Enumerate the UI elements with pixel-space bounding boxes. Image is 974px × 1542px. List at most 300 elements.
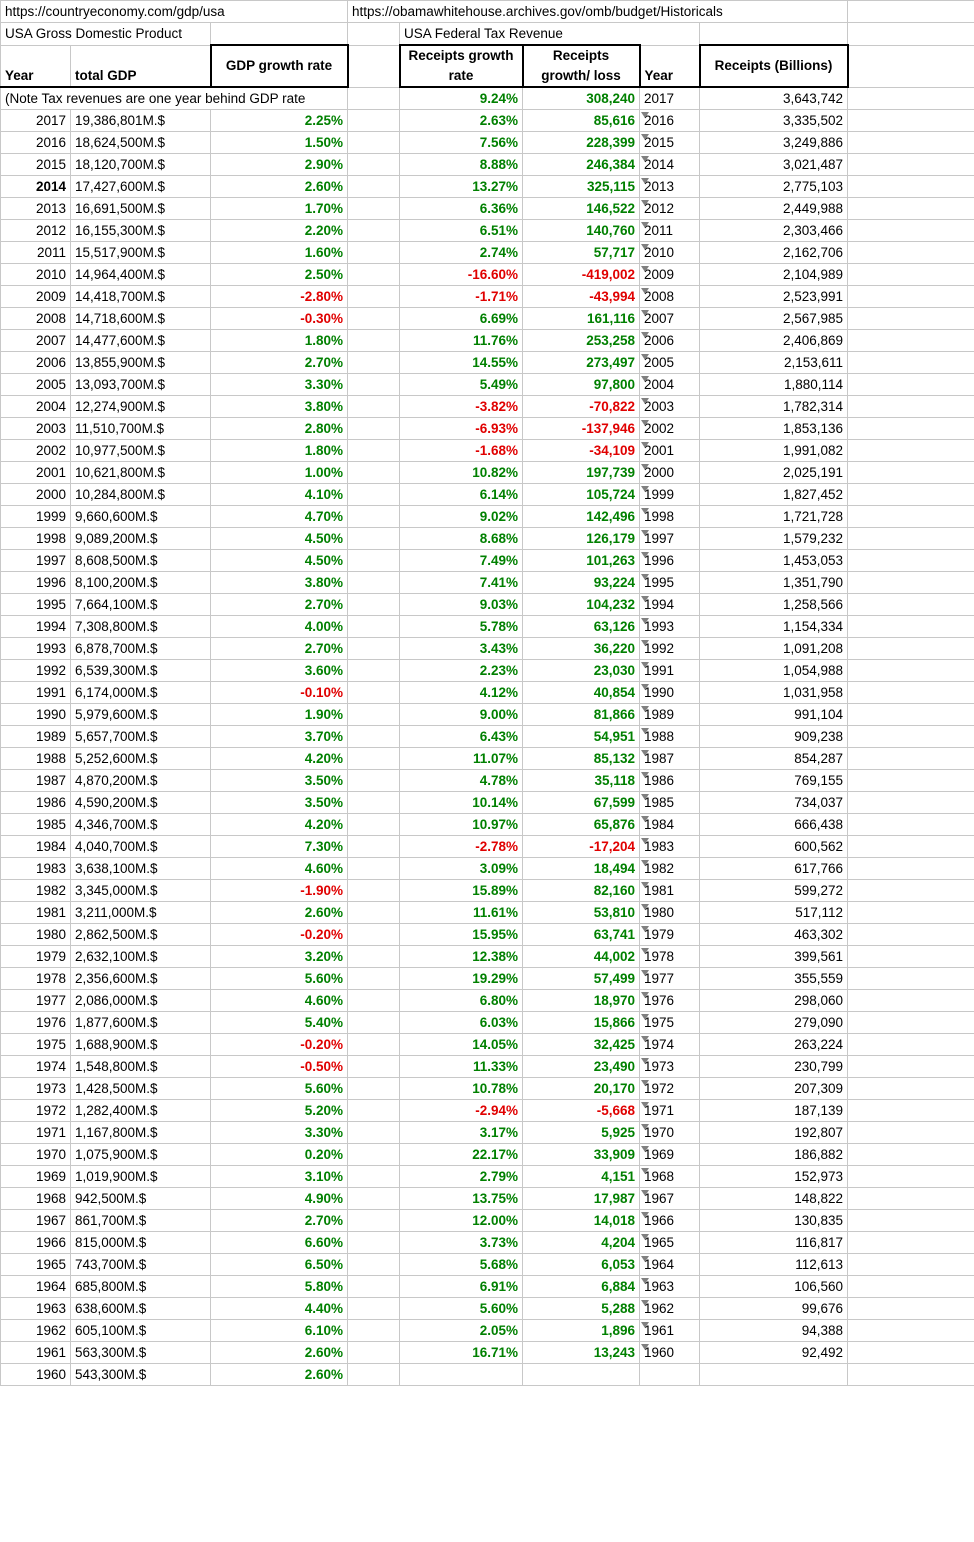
empty-cell — [211, 23, 348, 46]
table-row — [1, 1166, 974, 1188]
receipts-cell: 3,249,886 — [700, 132, 848, 154]
spacer-column — [348, 682, 400, 704]
gdp-growth-rate-cell: 2.60% — [211, 902, 348, 924]
receipts-cell: 1,351,790 — [700, 572, 848, 594]
empty-cell — [848, 110, 974, 132]
total-gdp-cell: 19,386,801M.$ — [71, 110, 211, 132]
table-row — [1, 1364, 974, 1386]
table-row — [1, 858, 974, 880]
spacer-column — [348, 418, 400, 440]
receipts-growth-rate-cell: 9.24% — [400, 87, 523, 110]
receipts-growth-rate-cell: 6.03% — [400, 1012, 523, 1034]
total-gdp-cell: 9,089,200M.$ — [71, 528, 211, 550]
receipts-growth-loss-cell: 65,876 — [523, 814, 640, 836]
receipts-cell: 106,560 — [700, 1276, 848, 1298]
gdp-year-cell: 2005 — [1, 374, 71, 396]
receipts-growth-rate-cell: -16.60% — [400, 264, 523, 286]
receipts-cell: 399,561 — [700, 946, 848, 968]
gdp-growth-rate-cell: 4.20% — [211, 748, 348, 770]
empty-cell — [848, 1, 974, 23]
total-gdp-cell: 14,477,600M.$ — [71, 330, 211, 352]
receipts-cell: 666,438 — [700, 814, 848, 836]
receipts-growth-rate-cell: 6.51% — [400, 220, 523, 242]
table-row — [1, 440, 974, 462]
gdp-year-cell: 1985 — [1, 814, 71, 836]
tax-year-cell: 1990 — [640, 682, 700, 704]
tax-year-cell: 1977 — [640, 968, 700, 990]
spacer-column — [348, 1276, 400, 1298]
empty-cell — [348, 23, 400, 46]
total-gdp-cell: 15,517,900M.$ — [71, 242, 211, 264]
empty-cell — [848, 1034, 974, 1056]
gdp-year-cell: 2013 — [1, 198, 71, 220]
empty-cell — [848, 352, 974, 374]
table-row — [1, 594, 974, 616]
empty-cell — [848, 770, 974, 792]
receipts-growth-loss-cell: 4,151 — [523, 1166, 640, 1188]
total-gdp-cell: 1,282,400M.$ — [71, 1100, 211, 1122]
gdp-year-cell: 1975 — [1, 1034, 71, 1056]
receipts-growth-rate-cell: -1.68% — [400, 440, 523, 462]
empty-cell — [848, 198, 974, 220]
tax-year-cell: 2010 — [640, 242, 700, 264]
gdp-year-cell: 1965 — [1, 1254, 71, 1276]
total-gdp-cell: 2,086,000M.$ — [71, 990, 211, 1012]
receipts-cell: 130,835 — [700, 1210, 848, 1232]
empty-cell — [848, 638, 974, 660]
gdp-growth-rate-cell: 2.25% — [211, 110, 348, 132]
gdp-growth-rate-cell: -0.20% — [211, 924, 348, 946]
total-gdp-cell: 2,632,100M.$ — [71, 946, 211, 968]
gdp-year-cell: 1963 — [1, 1298, 71, 1320]
tax-year-cell: 1979 — [640, 924, 700, 946]
receipts-cell: 1,054,988 — [700, 660, 848, 682]
receipts-growth-rate-cell: 4.78% — [400, 770, 523, 792]
gdp-year-cell: 1989 — [1, 726, 71, 748]
tax-year-cell: 1962 — [640, 1298, 700, 1320]
receipts-cell: 355,559 — [700, 968, 848, 990]
receipts-growth-rate-cell: 13.75% — [400, 1188, 523, 1210]
empty-cell — [848, 1254, 974, 1276]
empty-cell — [848, 682, 974, 704]
table-row — [1, 572, 974, 594]
tax-year-cell: 1983 — [640, 836, 700, 858]
receipts-cell: 1,991,082 — [700, 440, 848, 462]
tax-year-cell: 1976 — [640, 990, 700, 1012]
receipts-growth-loss-cell: 93,224 — [523, 572, 640, 594]
empty-cell — [848, 594, 974, 616]
receipts-growth-loss-cell: 17,987 — [523, 1188, 640, 1210]
gdp-growth-rate-cell: 2.80% — [211, 418, 348, 440]
header-year: Year — [1, 45, 71, 87]
table-row — [1, 1342, 974, 1364]
empty-cell — [848, 1056, 974, 1078]
tax-year-cell: 1971 — [640, 1100, 700, 1122]
total-gdp-cell: 18,624,500M.$ — [71, 132, 211, 154]
receipts-growth-loss-cell: 82,160 — [523, 880, 640, 902]
receipts-growth-rate-cell: 7.49% — [400, 550, 523, 572]
receipts-growth-loss-cell: -34,109 — [523, 440, 640, 462]
table-row — [1, 352, 974, 374]
tax-year-cell: 1984 — [640, 814, 700, 836]
receipts-growth-loss-cell: 57,717 — [523, 242, 640, 264]
receipts-growth-loss-cell: 67,599 — [523, 792, 640, 814]
receipts-growth-rate-cell: -2.94% — [400, 1100, 523, 1122]
receipts-growth-loss-cell: -70,822 — [523, 396, 640, 418]
receipts-growth-rate-cell: 3.73% — [400, 1232, 523, 1254]
total-gdp-cell: 3,211,000M.$ — [71, 902, 211, 924]
gdp-growth-rate-cell: 5.60% — [211, 1078, 348, 1100]
empty-cell — [848, 374, 974, 396]
gdp-growth-rate-cell: 2.70% — [211, 352, 348, 374]
spacer-column — [348, 308, 400, 330]
spacer-column — [348, 154, 400, 176]
receipts-growth-rate-cell: 2.79% — [400, 1166, 523, 1188]
spacer-column — [348, 792, 400, 814]
receipts-growth-rate-cell: 12.38% — [400, 946, 523, 968]
receipts-growth-rate-cell: 5.60% — [400, 1298, 523, 1320]
empty-cell — [848, 924, 974, 946]
tax-year-cell: 2014 — [640, 154, 700, 176]
tax-year-cell: 2004 — [640, 374, 700, 396]
total-gdp-cell: 13,093,700M.$ — [71, 374, 211, 396]
tax-year-cell: 2017 — [640, 87, 700, 110]
gdp-year-cell: 1990 — [1, 704, 71, 726]
gdp-growth-rate-cell: 4.10% — [211, 484, 348, 506]
receipts-growth-loss-cell: -43,994 — [523, 286, 640, 308]
empty-cell — [848, 132, 974, 154]
receipts-growth-loss-cell: 35,118 — [523, 770, 640, 792]
gdp-growth-rate-cell: 1.80% — [211, 440, 348, 462]
table-row — [1, 418, 974, 440]
receipts-cell: 1,453,053 — [700, 550, 848, 572]
tax-year-cell: 1982 — [640, 858, 700, 880]
spacer-column — [348, 1012, 400, 1034]
gdp-growth-rate-cell: 2.60% — [211, 1342, 348, 1364]
tax-section-title: USA Federal Tax Revenue — [400, 23, 700, 46]
total-gdp-cell: 14,964,400M.$ — [71, 264, 211, 286]
receipts-growth-rate-cell: 8.88% — [400, 154, 523, 176]
total-gdp-cell: 4,590,200M.$ — [71, 792, 211, 814]
gdp-growth-rate-cell: 0.20% — [211, 1144, 348, 1166]
tax-year-cell: 1972 — [640, 1078, 700, 1100]
gdp-growth-rate-cell: 1.00% — [211, 462, 348, 484]
empty-cell — [848, 968, 974, 990]
empty-cell — [848, 45, 974, 87]
table-row — [1, 176, 974, 198]
table-row — [1, 990, 974, 1012]
gdp-year-cell: 2001 — [1, 462, 71, 484]
receipts-growth-loss-cell: 104,232 — [523, 594, 640, 616]
receipts-cell: 2,162,706 — [700, 242, 848, 264]
receipts-cell: 1,827,452 — [700, 484, 848, 506]
tax-year-cell: 2005 — [640, 352, 700, 374]
empty-cell — [848, 902, 974, 924]
receipts-cell: 279,090 — [700, 1012, 848, 1034]
total-gdp-cell: 7,308,800M.$ — [71, 616, 211, 638]
receipts-growth-rate-cell: 6.69% — [400, 308, 523, 330]
empty-cell — [848, 814, 974, 836]
total-gdp-cell: 1,688,900M.$ — [71, 1034, 211, 1056]
gdp-growth-rate-cell: 2.70% — [211, 1210, 348, 1232]
receipts-growth-rate-cell: 3.17% — [400, 1122, 523, 1144]
spacer-column — [348, 264, 400, 286]
empty-cell — [848, 528, 974, 550]
table-row — [1, 506, 974, 528]
receipts-growth-loss-cell: 40,854 — [523, 682, 640, 704]
receipts-growth-loss-cell: 105,724 — [523, 484, 640, 506]
empty-cell — [700, 23, 848, 46]
receipts-growth-loss-cell: 81,866 — [523, 704, 640, 726]
tax-year-cell: 1985 — [640, 792, 700, 814]
total-gdp-cell: 10,977,500M.$ — [71, 440, 211, 462]
gdp-year-cell: 1988 — [1, 748, 71, 770]
tax-year-cell: 2013 — [640, 176, 700, 198]
receipts-growth-rate-cell: -2.78% — [400, 836, 523, 858]
gdp-year-cell: 2010 — [1, 264, 71, 286]
table-row — [1, 110, 974, 132]
empty-cell — [848, 23, 974, 46]
gdp-year-cell: 1966 — [1, 1232, 71, 1254]
gdp-growth-rate-cell: 7.30% — [211, 836, 348, 858]
spacer-column — [348, 198, 400, 220]
gdp-source-url[interactable]: https://countryeconomy.com/gdp/usa — [1, 1, 348, 23]
gdp-year-cell: 1982 — [1, 880, 71, 902]
gdp-growth-rate-cell: 4.60% — [211, 990, 348, 1012]
gdp-growth-rate-cell: 2.70% — [211, 594, 348, 616]
spacer-column — [348, 572, 400, 594]
receipts-cell: 599,272 — [700, 880, 848, 902]
total-gdp-cell: 563,300M.$ — [71, 1342, 211, 1364]
receipts-growth-loss-cell: -5,668 — [523, 1100, 640, 1122]
receipts-cell: 186,882 — [700, 1144, 848, 1166]
receipts-growth-loss-cell: 253,258 — [523, 330, 640, 352]
receipts-growth-loss-cell: 228,399 — [523, 132, 640, 154]
gdp-year-cell: 1960 — [1, 1364, 71, 1386]
total-gdp-cell: 16,155,300M.$ — [71, 220, 211, 242]
table-row — [1, 1254, 974, 1276]
tax-year-cell: 1993 — [640, 616, 700, 638]
spacer-column — [348, 110, 400, 132]
total-gdp-cell: 4,346,700M.$ — [71, 814, 211, 836]
empty-cell — [848, 1276, 974, 1298]
gdp-growth-rate-cell: 5.80% — [211, 1276, 348, 1298]
receipts-cell: 617,766 — [700, 858, 848, 880]
receipts-growth-rate-cell: 2.05% — [400, 1320, 523, 1342]
spacer-column — [348, 814, 400, 836]
empty-cell — [848, 836, 974, 858]
receipts-cell: 94,388 — [700, 1320, 848, 1342]
tax-offset-note: (Note Tax revenues are one year behind GDP rate — [1, 87, 348, 110]
table-row — [1, 528, 974, 550]
spacer-column — [348, 902, 400, 924]
empty-cell — [848, 154, 974, 176]
tax-year-cell: 1969 — [640, 1144, 700, 1166]
receipts-growth-rate-cell: 4.12% — [400, 682, 523, 704]
spacer-column — [348, 990, 400, 1012]
tax-year-cell: 1966 — [640, 1210, 700, 1232]
table-row — [1, 220, 974, 242]
total-gdp-cell: 12,274,900M.$ — [71, 396, 211, 418]
receipts-growth-loss-cell: 246,384 — [523, 154, 640, 176]
table-row — [1, 616, 974, 638]
receipts-cell: 2,567,985 — [700, 308, 848, 330]
receipts-growth-rate-cell: 14.55% — [400, 352, 523, 374]
receipts-cell: 769,155 — [700, 770, 848, 792]
table-row — [1, 1078, 974, 1100]
gdp-year-cell: 1964 — [1, 1276, 71, 1298]
tax-year-cell: 2007 — [640, 308, 700, 330]
receipts-growth-rate-cell: 5.78% — [400, 616, 523, 638]
receipts-cell: 1,721,728 — [700, 506, 848, 528]
receipts-growth-loss-cell: -419,002 — [523, 264, 640, 286]
gdp-growth-rate-cell: 3.80% — [211, 396, 348, 418]
receipts-growth-rate-cell: 6.14% — [400, 484, 523, 506]
table-row — [1, 154, 974, 176]
total-gdp-cell: 17,427,600M.$ — [71, 176, 211, 198]
gdp-growth-rate-cell: 4.60% — [211, 858, 348, 880]
receipts-growth-rate-cell: 2.63% — [400, 110, 523, 132]
spacer-column — [348, 968, 400, 990]
table-row — [1, 902, 974, 924]
table-row — [1, 1012, 974, 1034]
gdp-year-cell: 2012 — [1, 220, 71, 242]
receipts-growth-rate-cell: 9.03% — [400, 594, 523, 616]
gdp-year-cell: 2004 — [1, 396, 71, 418]
table-row — [1, 814, 974, 836]
empty-cell — [848, 1122, 974, 1144]
receipts-cell: 991,104 — [700, 704, 848, 726]
spacer-column — [348, 396, 400, 418]
gdp-year-cell: 1999 — [1, 506, 71, 528]
spacer-column — [348, 1188, 400, 1210]
table-row — [1, 198, 974, 220]
empty-cell — [848, 990, 974, 1012]
receipts-growth-rate-cell: 11.33% — [400, 1056, 523, 1078]
spacer-column — [348, 880, 400, 902]
gdp-year-cell: 2009 — [1, 286, 71, 308]
receipts-growth-loss-cell: 273,497 — [523, 352, 640, 374]
receipts-growth-loss-cell: 197,739 — [523, 462, 640, 484]
receipts-cell: 600,562 — [700, 836, 848, 858]
spacer-column — [348, 1254, 400, 1276]
spacer-column — [348, 1166, 400, 1188]
tax-year-cell: 1961 — [640, 1320, 700, 1342]
empty-cell — [848, 858, 974, 880]
receipts-growth-rate-cell: 3.09% — [400, 858, 523, 880]
empty-cell — [848, 880, 974, 902]
gdp-growth-rate-cell: 4.20% — [211, 814, 348, 836]
gdp-growth-rate-cell: -0.20% — [211, 1034, 348, 1056]
gdp-growth-rate-cell: 2.70% — [211, 638, 348, 660]
source-url-row — [1, 1, 974, 23]
tax-source-url[interactable]: https://obamawhitehouse.archives.gov/omb/budget/Historicals — [348, 1, 848, 23]
spacer-column — [348, 528, 400, 550]
tax-year-cell: 2016 — [640, 110, 700, 132]
tax-year-cell: 2011 — [640, 220, 700, 242]
receipts-cell: 3,021,487 — [700, 154, 848, 176]
section-title-row — [1, 23, 974, 46]
total-gdp-cell: 8,608,500M.$ — [71, 550, 211, 572]
gdp-growth-rate-cell: 3.20% — [211, 946, 348, 968]
tax-year-cell: 1974 — [640, 1034, 700, 1056]
gdp-growth-rate-cell: 2.50% — [211, 264, 348, 286]
receipts-cell: 207,309 — [700, 1078, 848, 1100]
tax-year-cell: 1978 — [640, 946, 700, 968]
spacer-column — [348, 242, 400, 264]
receipts-growth-rate-cell: 22.17% — [400, 1144, 523, 1166]
total-gdp-cell: 4,870,200M.$ — [71, 770, 211, 792]
spacer-column — [348, 1122, 400, 1144]
spacer-column — [348, 660, 400, 682]
empty-cell — [848, 704, 974, 726]
spacer-column — [348, 1034, 400, 1056]
total-gdp-cell: 7,664,100M.$ — [71, 594, 211, 616]
total-gdp-cell: 6,174,000M.$ — [71, 682, 211, 704]
table-row — [1, 1276, 974, 1298]
empty-cell — [848, 220, 974, 242]
total-gdp-cell: 942,500M.$ — [71, 1188, 211, 1210]
table-row — [1, 1298, 974, 1320]
total-gdp-cell: 13,855,900M.$ — [71, 352, 211, 374]
gdp-growth-rate-cell: 6.60% — [211, 1232, 348, 1254]
gdp-growth-rate-cell: 3.30% — [211, 374, 348, 396]
tax-year-cell: 1997 — [640, 528, 700, 550]
receipts-cell: 1,031,958 — [700, 682, 848, 704]
spacer-column — [348, 704, 400, 726]
empty-cell — [848, 418, 974, 440]
spacer-column — [348, 550, 400, 572]
table-row — [1, 1056, 974, 1078]
receipts-growth-loss-cell: 57,499 — [523, 968, 640, 990]
receipts-cell: 2,523,991 — [700, 286, 848, 308]
table-row — [1, 1188, 974, 1210]
empty-cell — [848, 1144, 974, 1166]
tax-year-cell: 1995 — [640, 572, 700, 594]
gdp-year-cell: 1974 — [1, 1056, 71, 1078]
receipts-growth-rate-cell: 10.14% — [400, 792, 523, 814]
gdp-growth-rate-cell: 4.90% — [211, 1188, 348, 1210]
spacer-column — [348, 1364, 400, 1386]
table-row — [1, 1100, 974, 1122]
receipts-growth-loss-cell: 140,760 — [523, 220, 640, 242]
gdp-section-title: USA Gross Domestic Product — [1, 23, 211, 46]
gdp-year-cell: 2011 — [1, 242, 71, 264]
gdp-year-cell: 1979 — [1, 946, 71, 968]
gdp-year-cell: 2014 — [1, 176, 71, 198]
gdp-year-cell: 1970 — [1, 1144, 71, 1166]
empty-cell — [848, 330, 974, 352]
receipts-cell: 2,303,466 — [700, 220, 848, 242]
spacer-column — [348, 1100, 400, 1122]
spacer-column — [348, 330, 400, 352]
spacer-column — [348, 45, 400, 87]
spacer-column — [348, 87, 400, 110]
spacer-column — [348, 858, 400, 880]
tax-year-cell: 1968 — [640, 1166, 700, 1188]
receipts-growth-loss-cell: 18,970 — [523, 990, 640, 1012]
gdp-year-cell: 1978 — [1, 968, 71, 990]
total-gdp-cell: 1,019,900M.$ — [71, 1166, 211, 1188]
receipts-growth-loss-cell: 5,925 — [523, 1122, 640, 1144]
tax-year-cell: 1986 — [640, 770, 700, 792]
receipts-growth-loss-cell: 13,243 — [523, 1342, 640, 1364]
empty-cell — [848, 660, 974, 682]
empty-cell — [848, 1364, 974, 1386]
receipts-cell: 263,224 — [700, 1034, 848, 1056]
total-gdp-cell: 1,075,900M.$ — [71, 1144, 211, 1166]
spacer-column — [348, 594, 400, 616]
